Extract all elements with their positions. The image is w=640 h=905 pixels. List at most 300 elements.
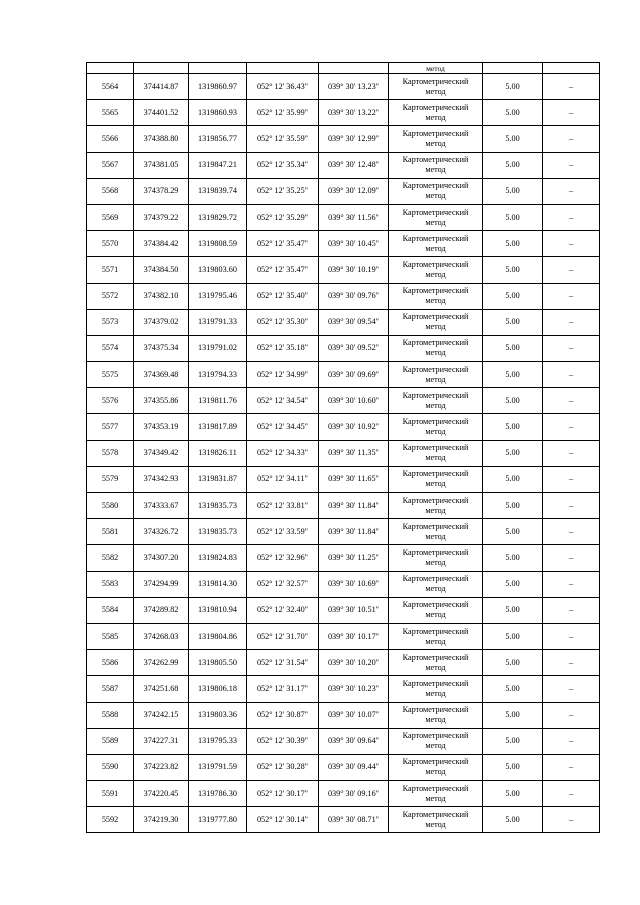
- latitude-cell: 052° 12' 35.47": [247, 231, 319, 257]
- point-number-cell: 5564: [87, 74, 134, 100]
- method-line-2: метод: [425, 793, 446, 803]
- y-coordinate-cell: 1319824.83: [189, 545, 247, 571]
- method-line-2: метод: [425, 715, 446, 725]
- method-cell: [389, 754, 483, 780]
- note-cell: –: [543, 362, 600, 388]
- x-coordinate-cell: 374223.82: [134, 754, 189, 780]
- latitude-cell: 052° 12' 35.18": [247, 335, 319, 361]
- note-cell: –: [543, 519, 600, 545]
- note-cell: –: [543, 754, 600, 780]
- method-cell: [389, 100, 483, 126]
- longitude-cell: 039° 30' 13.22": [319, 100, 389, 126]
- table-row: [87, 152, 600, 178]
- precision-cell: 5.00: [483, 152, 543, 178]
- latitude-cell: 052° 12' 34.99": [247, 362, 319, 388]
- x-coordinate-cell: 374349.42: [134, 440, 189, 466]
- method-line-2: метод: [425, 165, 446, 175]
- method-line-1: Картометрический: [402, 364, 469, 374]
- x-coordinate-cell: 374242.15: [134, 702, 189, 728]
- longitude-cell: 039° 30' 08.71": [319, 807, 389, 833]
- table-row: [87, 257, 600, 283]
- method-cell: [389, 650, 483, 676]
- method-line-2: метод: [425, 86, 446, 96]
- method-line-2: метод: [425, 557, 446, 567]
- note-cell: –: [543, 178, 600, 204]
- point-number-cell: 5568: [87, 178, 134, 204]
- longitude-cell: 039° 30' 12.48": [319, 152, 389, 178]
- y-coordinate-cell: 1319805.50: [189, 650, 247, 676]
- table-row: [87, 545, 600, 571]
- longitude-cell: 039° 30' 11.65": [319, 466, 389, 492]
- longitude-cell: 039° 30' 09.44": [319, 754, 389, 780]
- latitude-cell: 052° 12' 34.54": [247, 388, 319, 414]
- method-line-1: Картометрический: [402, 286, 469, 296]
- method-line-1: Картометрический: [402, 259, 469, 269]
- header-cell: [134, 63, 189, 74]
- point-number-cell: 5573: [87, 309, 134, 335]
- longitude-cell: 039° 30' 11.25": [319, 545, 389, 571]
- longitude-cell: 039° 30' 11.35": [319, 440, 389, 466]
- point-number-cell: 5577: [87, 414, 134, 440]
- precision-cell: 5.00: [483, 597, 543, 623]
- note-cell: –: [543, 283, 600, 309]
- note-cell: –: [543, 807, 600, 833]
- point-number-cell: 5567: [87, 152, 134, 178]
- table-row: [87, 309, 600, 335]
- point-number-cell: 5585: [87, 623, 134, 649]
- table-row: [87, 283, 600, 309]
- table-row: [87, 807, 600, 833]
- method-line-1: Картометрический: [402, 574, 469, 584]
- precision-cell: 5.00: [483, 283, 543, 309]
- method-line-1: Картометрический: [402, 731, 469, 741]
- header-cell: [543, 63, 600, 74]
- precision-cell: 5.00: [483, 178, 543, 204]
- latitude-cell: 052° 12' 34.33": [247, 440, 319, 466]
- method-line-1: Картометрический: [402, 207, 469, 217]
- note-cell: –: [543, 493, 600, 519]
- latitude-cell: 052° 12' 32.96": [247, 545, 319, 571]
- method-cell: [389, 781, 483, 807]
- point-number-cell: 5588: [87, 702, 134, 728]
- latitude-cell: 052° 12' 32.57": [247, 571, 319, 597]
- table-body: [87, 63, 600, 833]
- method-line-2: метод: [425, 610, 446, 620]
- method-cell: [389, 571, 483, 597]
- precision-cell: 5.00: [483, 676, 543, 702]
- y-coordinate-cell: 1319806.18: [189, 676, 247, 702]
- method-line-1: Картометрический: [402, 678, 469, 688]
- method-line-2: метод: [425, 427, 446, 437]
- longitude-cell: 039° 30' 11.84": [319, 493, 389, 519]
- longitude-cell: 039° 30' 10.51": [319, 597, 389, 623]
- latitude-cell: 052° 12' 35.59": [247, 126, 319, 152]
- longitude-cell: 039° 30' 12.99": [319, 126, 389, 152]
- latitude-cell: 052° 12' 33.81": [247, 493, 319, 519]
- precision-cell: 5.00: [483, 466, 543, 492]
- note-cell: –: [543, 414, 600, 440]
- x-coordinate-cell: 374384.42: [134, 231, 189, 257]
- y-coordinate-cell: 1319804.86: [189, 623, 247, 649]
- method-line-1: Картометрический: [402, 128, 469, 138]
- latitude-cell: 052° 12' 34.45": [247, 414, 319, 440]
- point-number-cell: 5587: [87, 676, 134, 702]
- method-cell: [389, 74, 483, 100]
- method-line-2: метод: [425, 819, 446, 829]
- latitude-cell: 052° 12' 33.59": [247, 519, 319, 545]
- note-cell: –: [543, 623, 600, 649]
- precision-cell: 5.00: [483, 126, 543, 152]
- method-cell: [389, 231, 483, 257]
- method-line-2: метод: [425, 584, 446, 594]
- method-line-1: Картометрический: [402, 338, 469, 348]
- longitude-cell: 039° 30' 09.54": [319, 309, 389, 335]
- precision-cell: 5.00: [483, 74, 543, 100]
- precision-cell: 5.00: [483, 807, 543, 833]
- point-number-cell: 5579: [87, 466, 134, 492]
- note-cell: –: [543, 728, 600, 754]
- precision-cell: 5.00: [483, 545, 543, 571]
- longitude-cell: 039° 30' 09.69": [319, 362, 389, 388]
- method-line-2: метод: [425, 322, 446, 332]
- method-line-1: Картометрический: [402, 76, 469, 86]
- table-row: [87, 388, 600, 414]
- longitude-cell: 039° 30' 10.07": [319, 702, 389, 728]
- method-cell: [389, 126, 483, 152]
- note-cell: –: [543, 335, 600, 361]
- method-line-2: метод: [425, 767, 446, 777]
- y-coordinate-cell: 1319795.46: [189, 283, 247, 309]
- method-line-1: Картометрический: [402, 390, 469, 400]
- precision-cell: 5.00: [483, 204, 543, 230]
- table-row: [87, 650, 600, 676]
- table-row: [87, 781, 600, 807]
- y-coordinate-cell: 1319795.33: [189, 728, 247, 754]
- point-number-cell: 5566: [87, 126, 134, 152]
- latitude-cell: 052° 12' 30.17": [247, 781, 319, 807]
- method-line-1: Картометрический: [402, 757, 469, 767]
- y-coordinate-cell: 1319839.74: [189, 178, 247, 204]
- point-number-cell: 5589: [87, 728, 134, 754]
- table-row: [87, 519, 600, 545]
- method-cell: [389, 807, 483, 833]
- note-cell: –: [543, 676, 600, 702]
- coordinates-table: [86, 62, 600, 833]
- table-row: [87, 597, 600, 623]
- point-number-cell: 5578: [87, 440, 134, 466]
- note-cell: –: [543, 257, 600, 283]
- table-row: [87, 231, 600, 257]
- note-cell: –: [543, 702, 600, 728]
- y-coordinate-cell: 1319808.59: [189, 231, 247, 257]
- precision-cell: 5.00: [483, 257, 543, 283]
- longitude-cell: 039° 30' 10.60": [319, 388, 389, 414]
- y-coordinate-cell: 1319817.89: [189, 414, 247, 440]
- method-line-2: метод: [425, 662, 446, 672]
- y-coordinate-cell: 1319847.21: [189, 152, 247, 178]
- latitude-cell: 052° 12' 36.43": [247, 74, 319, 100]
- precision-cell: 5.00: [483, 493, 543, 519]
- method-cell: [389, 283, 483, 309]
- table-row: [87, 493, 600, 519]
- y-coordinate-cell: 1319829.72: [189, 204, 247, 230]
- y-coordinate-cell: 1319810.94: [189, 597, 247, 623]
- x-coordinate-cell: 374382.10: [134, 283, 189, 309]
- method-line-1: Картометрический: [402, 705, 469, 715]
- method-cell: [389, 152, 483, 178]
- longitude-cell: 039° 30' 12.09": [319, 178, 389, 204]
- longitude-cell: 039° 30' 10.20": [319, 650, 389, 676]
- method-cell: [389, 545, 483, 571]
- note-cell: –: [543, 781, 600, 807]
- latitude-cell: 052° 12' 35.29": [247, 204, 319, 230]
- precision-cell: 5.00: [483, 100, 543, 126]
- y-coordinate-cell: 1319777.80: [189, 807, 247, 833]
- method-cell: [389, 676, 483, 702]
- x-coordinate-cell: 374219.30: [134, 807, 189, 833]
- longitude-cell: 039° 30' 10.19": [319, 257, 389, 283]
- precision-cell: 5.00: [483, 650, 543, 676]
- latitude-cell: 052° 12' 30.39": [247, 728, 319, 754]
- method-line-2: метод: [425, 688, 446, 698]
- method-cell: [389, 388, 483, 414]
- method-line-1: Картометрический: [402, 469, 469, 479]
- y-coordinate-cell: 1319794.33: [189, 362, 247, 388]
- method-cell: [389, 335, 483, 361]
- y-coordinate-cell: 1319831.87: [189, 466, 247, 492]
- precision-cell: 5.00: [483, 388, 543, 414]
- x-coordinate-cell: 374375.34: [134, 335, 189, 361]
- latitude-cell: 052° 12' 30.28": [247, 754, 319, 780]
- x-coordinate-cell: 374326.72: [134, 519, 189, 545]
- method-line-1: Картометрический: [402, 102, 469, 112]
- precision-cell: 5.00: [483, 728, 543, 754]
- point-number-cell: 5582: [87, 545, 134, 571]
- method-line-2: метод: [425, 505, 446, 515]
- method-line-2: метод: [425, 636, 446, 646]
- x-coordinate-cell: 374355.86: [134, 388, 189, 414]
- method-cell: [389, 178, 483, 204]
- method-line-1: Картометрический: [402, 600, 469, 610]
- table-row: [87, 100, 600, 126]
- x-coordinate-cell: 374262.99: [134, 650, 189, 676]
- method-line-1: Картометрический: [402, 652, 469, 662]
- point-number-cell: 5569: [87, 204, 134, 230]
- table-row: [87, 728, 600, 754]
- method-line-2: метод: [425, 191, 446, 201]
- header-cell: [483, 63, 543, 74]
- table-row: [87, 571, 600, 597]
- table-row: [87, 414, 600, 440]
- method-cell: [389, 728, 483, 754]
- header-cell: [87, 63, 134, 74]
- x-coordinate-cell: 374353.19: [134, 414, 189, 440]
- x-coordinate-cell: 374378.29: [134, 178, 189, 204]
- method-line-1: Картометрический: [402, 626, 469, 636]
- longitude-cell: 039° 30' 10.17": [319, 623, 389, 649]
- latitude-cell: 052° 12' 34.11": [247, 466, 319, 492]
- method-line-2: метод: [425, 479, 446, 489]
- table-row: [87, 676, 600, 702]
- longitude-cell: 039° 30' 10.23": [319, 676, 389, 702]
- note-cell: –: [543, 309, 600, 335]
- point-number-cell: 5576: [87, 388, 134, 414]
- method-cell: [389, 414, 483, 440]
- header-row: [87, 63, 600, 74]
- point-number-cell: 5586: [87, 650, 134, 676]
- table-row: [87, 74, 600, 100]
- method-cell: [389, 519, 483, 545]
- y-coordinate-cell: 1319814.30: [189, 571, 247, 597]
- x-coordinate-cell: 374381.05: [134, 152, 189, 178]
- method-line-2: метод: [425, 374, 446, 384]
- table-row: [87, 440, 600, 466]
- header-cell: [319, 63, 389, 74]
- x-coordinate-cell: 374369.48: [134, 362, 189, 388]
- precision-cell: 5.00: [483, 309, 543, 335]
- method-line-1: Картометрический: [402, 495, 469, 505]
- point-number-cell: 5565: [87, 100, 134, 126]
- y-coordinate-cell: 1319811.76: [189, 388, 247, 414]
- x-coordinate-cell: 374268.03: [134, 623, 189, 649]
- note-cell: –: [543, 152, 600, 178]
- longitude-cell: 039° 30' 10.92": [319, 414, 389, 440]
- method-cell: [389, 597, 483, 623]
- precision-cell: 5.00: [483, 335, 543, 361]
- longitude-cell: 039° 30' 10.69": [319, 571, 389, 597]
- table-row: [87, 754, 600, 780]
- method-cell: [389, 702, 483, 728]
- x-coordinate-cell: 374342.93: [134, 466, 189, 492]
- y-coordinate-cell: 1319826.11: [189, 440, 247, 466]
- y-coordinate-cell: 1319803.60: [189, 257, 247, 283]
- method-line-2: метод: [425, 296, 446, 306]
- method-cell: [389, 257, 483, 283]
- longitude-cell: 039° 30' 09.16": [319, 781, 389, 807]
- method-cell: [389, 204, 483, 230]
- y-coordinate-cell: 1319835.73: [189, 493, 247, 519]
- x-coordinate-cell: 374289.82: [134, 597, 189, 623]
- method-cell: [389, 493, 483, 519]
- latitude-cell: 052° 12' 30.87": [247, 702, 319, 728]
- table-row: [87, 335, 600, 361]
- x-coordinate-cell: 374251.68: [134, 676, 189, 702]
- precision-cell: 5.00: [483, 362, 543, 388]
- y-coordinate-cell: 1319860.97: [189, 74, 247, 100]
- method-line-1: Картометрический: [402, 312, 469, 322]
- note-cell: –: [543, 650, 600, 676]
- note-cell: –: [543, 545, 600, 571]
- method-line-1: Картометрический: [402, 417, 469, 427]
- longitude-cell: 039° 30' 13.23": [319, 74, 389, 100]
- method-line-1: Картометрический: [402, 521, 469, 531]
- method-line-1: Картометрический: [402, 233, 469, 243]
- point-number-cell: 5575: [87, 362, 134, 388]
- point-number-cell: 5580: [87, 493, 134, 519]
- latitude-cell: 052° 12' 30.14": [247, 807, 319, 833]
- method-line-2: метод: [425, 531, 446, 541]
- precision-cell: 5.00: [483, 440, 543, 466]
- precision-cell: 5.00: [483, 414, 543, 440]
- latitude-cell: 052° 12' 31.70": [247, 623, 319, 649]
- x-coordinate-cell: 374379.22: [134, 204, 189, 230]
- note-cell: –: [543, 571, 600, 597]
- x-coordinate-cell: 374384.50: [134, 257, 189, 283]
- x-coordinate-cell: 374379.02: [134, 309, 189, 335]
- method-line-2: метод: [425, 741, 446, 751]
- precision-cell: 5.00: [483, 781, 543, 807]
- y-coordinate-cell: 1319860.93: [189, 100, 247, 126]
- precision-cell: 5.00: [483, 519, 543, 545]
- method-line-2: метод: [425, 269, 446, 279]
- method-line-2: метод: [425, 453, 446, 463]
- y-coordinate-cell: 1319791.59: [189, 754, 247, 780]
- note-cell: –: [543, 466, 600, 492]
- x-coordinate-cell: 374414.87: [134, 74, 189, 100]
- longitude-cell: 039° 30' 09.76": [319, 283, 389, 309]
- latitude-cell: 052° 12' 35.99": [247, 100, 319, 126]
- latitude-cell: 052° 12' 35.40": [247, 283, 319, 309]
- x-coordinate-cell: 374401.52: [134, 100, 189, 126]
- longitude-cell: 039° 30' 09.52": [319, 335, 389, 361]
- point-number-cell: 5592: [87, 807, 134, 833]
- table-row: [87, 702, 600, 728]
- latitude-cell: 052° 12' 31.54": [247, 650, 319, 676]
- header-cell: [189, 63, 247, 74]
- method-cell: [389, 440, 483, 466]
- header-cell-method: метод: [389, 63, 483, 74]
- longitude-cell: 039° 30' 11.84": [319, 519, 389, 545]
- table-row: [87, 204, 600, 230]
- table-row: [87, 362, 600, 388]
- y-coordinate-cell: 1319786.30: [189, 781, 247, 807]
- longitude-cell: 039° 30' 11.56": [319, 204, 389, 230]
- y-coordinate-cell: 1319856.77: [189, 126, 247, 152]
- note-cell: –: [543, 440, 600, 466]
- point-number-cell: 5590: [87, 754, 134, 780]
- point-number-cell: 5571: [87, 257, 134, 283]
- method-line-1: Картометрический: [402, 181, 469, 191]
- x-coordinate-cell: 374307.20: [134, 545, 189, 571]
- longitude-cell: 039° 30' 10.45": [319, 231, 389, 257]
- y-coordinate-cell: 1319791.02: [189, 335, 247, 361]
- method-cell: [389, 623, 483, 649]
- table-row: [87, 178, 600, 204]
- method-line-1: Картометрический: [402, 809, 469, 819]
- x-coordinate-cell: 374294.99: [134, 571, 189, 597]
- point-number-cell: 5583: [87, 571, 134, 597]
- note-cell: –: [543, 100, 600, 126]
- point-number-cell: 5584: [87, 597, 134, 623]
- note-cell: –: [543, 597, 600, 623]
- precision-cell: 5.00: [483, 702, 543, 728]
- method-cell: [389, 362, 483, 388]
- table-row: [87, 623, 600, 649]
- method-line-2: метод: [425, 400, 446, 410]
- method-line-2: метод: [425, 217, 446, 227]
- note-cell: –: [543, 74, 600, 100]
- y-coordinate-cell: 1319791.33: [189, 309, 247, 335]
- table-row: [87, 466, 600, 492]
- point-number-cell: 5581: [87, 519, 134, 545]
- method-line-2: метод: [425, 348, 446, 358]
- precision-cell: 5.00: [483, 754, 543, 780]
- y-coordinate-cell: 1319835.73: [189, 519, 247, 545]
- method-line-2: метод: [425, 138, 446, 148]
- latitude-cell: 052° 12' 35.34": [247, 152, 319, 178]
- note-cell: –: [543, 388, 600, 414]
- latitude-cell: 052° 12' 35.47": [247, 257, 319, 283]
